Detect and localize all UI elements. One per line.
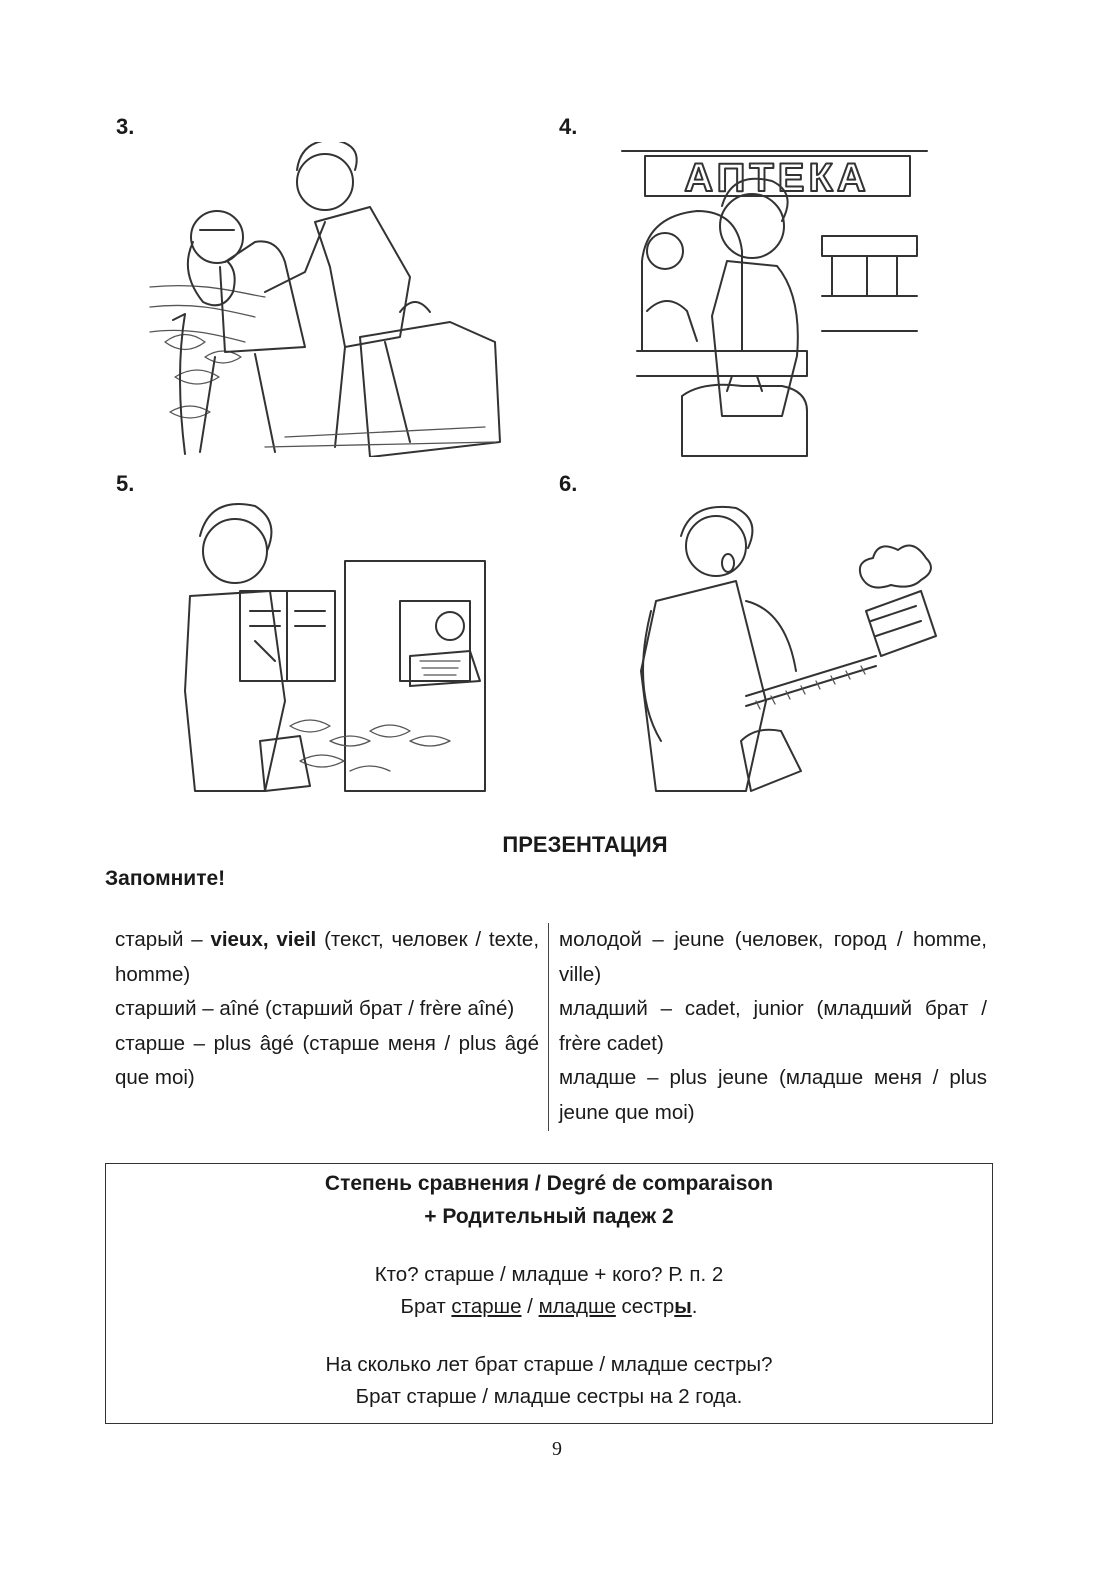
vocabulary-entry: младше – plus jeune (младше меня / plus jeune que moi)	[559, 1066, 988, 1124]
grammar-question: На сколько лет брат старше / младше сестры?	[325, 1353, 773, 1376]
man-reading-newspaper-at-kiosk-illustration	[160, 496, 492, 796]
vocabulary-entry: младший – cadet, junior (младший брат / frère cadet)	[559, 997, 987, 1055]
page-number: 9	[552, 1438, 562, 1460]
vocabulary-entry: старый – vieux, vieil (текст, человек / texte, homme)	[115, 928, 540, 986]
grammar-answer: Брат старше / младше сестры на 2 года.	[355, 1385, 743, 1408]
vocabulary-entry: старший – aîné (старший брат / frère aîné)	[115, 997, 515, 1020]
vocabulary-entry: молодой – jeune (человек, город / homme, ville)	[559, 928, 988, 986]
remember-label: Запомните!	[105, 867, 226, 890]
picture-number-5: 5.	[116, 471, 135, 496]
picture-number-4: 4.	[559, 114, 578, 139]
grammar-title-line-1: Степень сравнения / Degré de comparaison	[324, 1172, 774, 1195]
picture-number-6: 6.	[559, 471, 578, 496]
vocabulary-left-column	[115, 923, 539, 1096]
pharmacy-counter-illustration	[617, 146, 935, 463]
old-man-with-cane-and-traveler-illustration	[145, 142, 507, 457]
grammar-rule: Кто? старше / младше + кого? Р. п. 2	[374, 1263, 724, 1286]
grammar-example: Брат старше / младше сестры.	[400, 1295, 698, 1318]
section-heading: ПРЕЗЕНТАЦИЯ	[502, 832, 668, 857]
pharmacy-sign-text: АПТЕКА	[684, 156, 870, 200]
vocabulary-entry: старше – plus âgé (старше меня / plus âgé que moi)	[115, 1031, 539, 1089]
grammar-title-line-2: + Родительный падеж 2	[424, 1205, 674, 1228]
man-at-train-station-illustration	[596, 501, 941, 794]
picture-number-3: 3.	[116, 114, 135, 139]
vocabulary-right-column	[559, 923, 987, 1130]
column-divider	[548, 923, 549, 1131]
grammar-box	[105, 1163, 993, 1424]
